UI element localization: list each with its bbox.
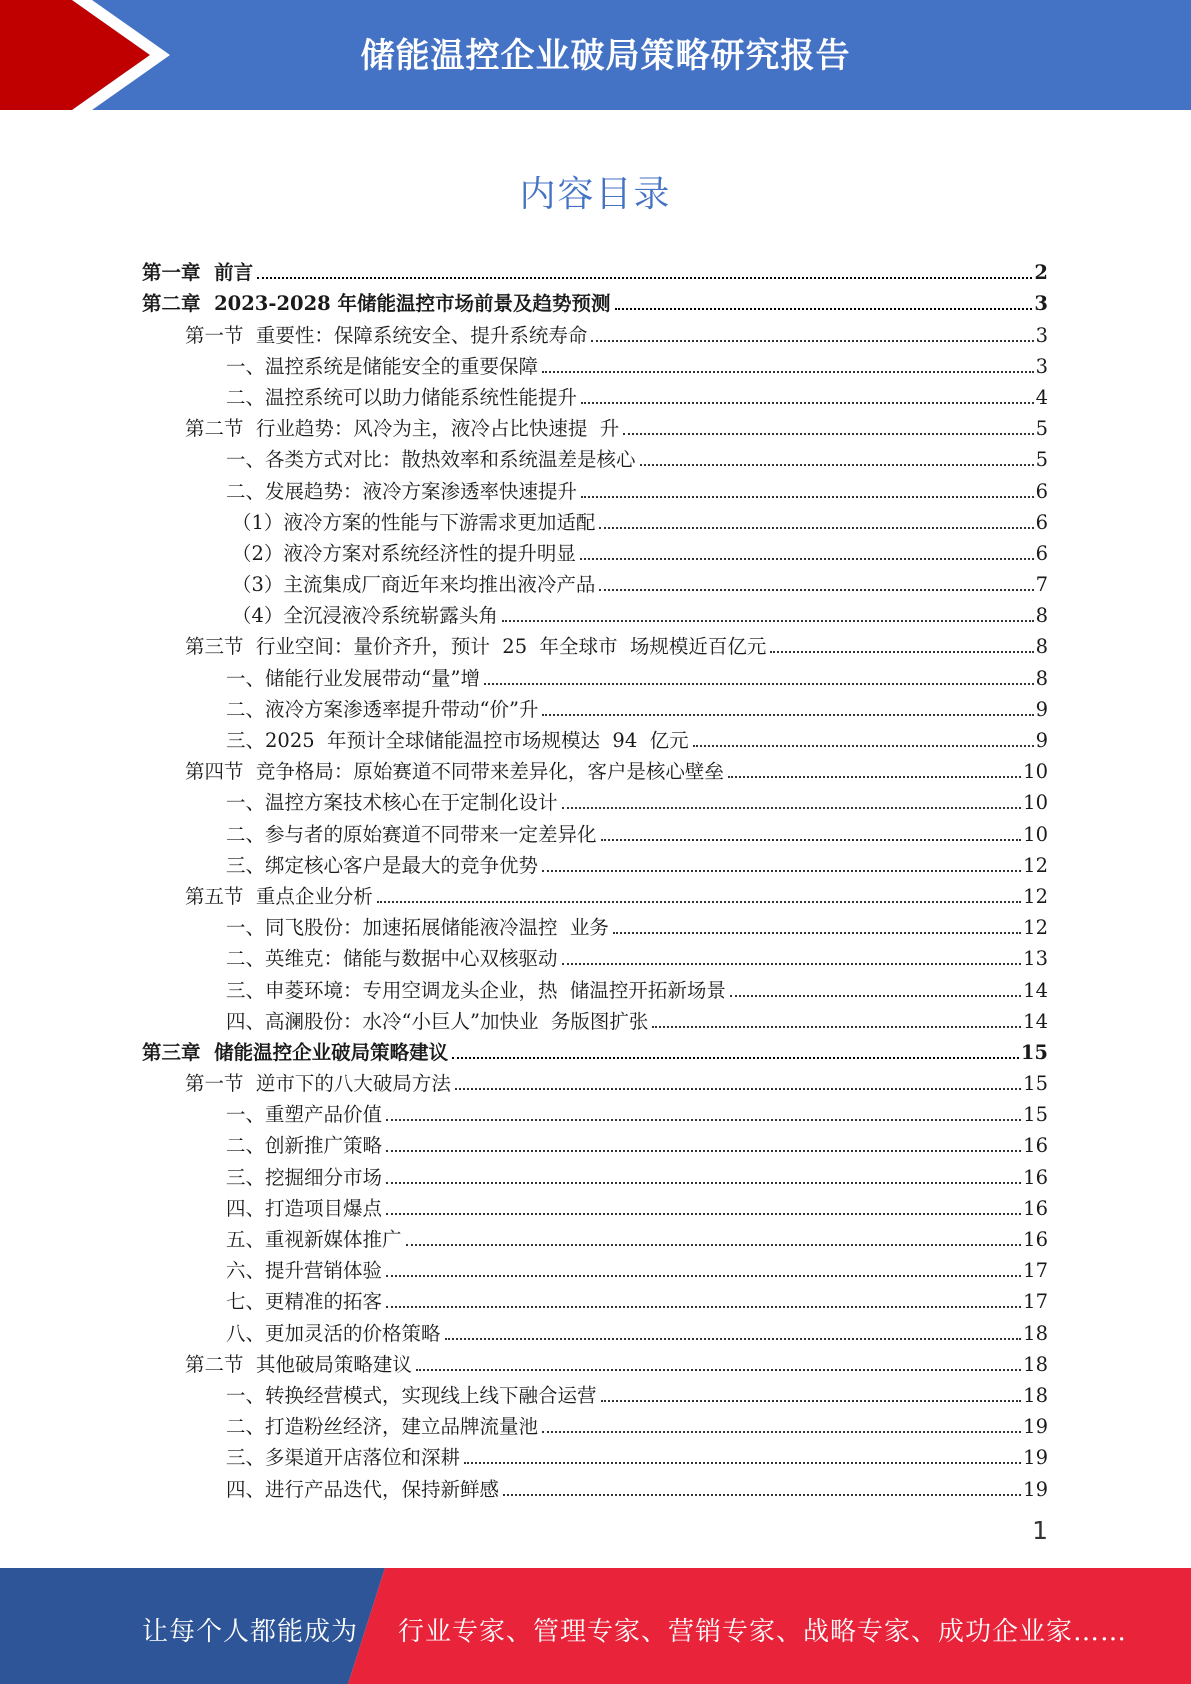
toc-entry-title: 第一节 逆市下的八大破局方法 — [185, 1072, 451, 1096]
toc-entry-page: 14 — [1023, 978, 1048, 1002]
toc-entry-page: 8 — [1035, 604, 1048, 628]
toc-entry-page: 19 — [1023, 1477, 1048, 1501]
toc-entry-title: 八、更加灵活的价格策略 — [226, 1321, 441, 1345]
toc-entry-title: 第一节 重要性：保障系统安全、提升系统寿命 — [185, 323, 588, 347]
toc-entry-page: 8 — [1035, 635, 1048, 659]
toc-leader-dots — [581, 402, 1034, 404]
toc-entry-title: （1）液冷方案的性能与下游需求更加适配 — [232, 510, 596, 534]
toc-entry-title: 第一章 前言 — [142, 261, 254, 285]
toc-leader-dots — [728, 776, 1021, 778]
toc-section[interactable] — [142, 878, 1048, 909]
toc-leader-dots — [406, 1244, 1022, 1246]
toc-entry-page: 13 — [1023, 947, 1048, 971]
toc-entry-page: 4 — [1035, 385, 1048, 409]
toc-subsection[interactable] — [142, 1190, 1048, 1221]
toc-entry-page: 15 — [1020, 1040, 1048, 1064]
toc-subsection[interactable] — [142, 722, 1048, 753]
toc-leader-dots — [386, 1182, 1021, 1184]
toc-subsection[interactable] — [142, 1127, 1048, 1158]
toc-entry-page: 16 — [1023, 1134, 1048, 1158]
toc-section[interactable] — [142, 1065, 1048, 1096]
report-title: 储能温控企业破局策略研究报告 — [360, 36, 851, 76]
toc-subsection[interactable] — [142, 971, 1048, 1002]
footer-slogan-right: 行业专家、管理专家、营销专家、战略专家、成功企业家…… — [398, 1617, 1128, 1647]
toc-entry-title: 一、转换经营模式，实现线上线下融合运营 — [226, 1383, 597, 1407]
toc-entry-title: 第二节 其他破局策略建议 — [185, 1352, 412, 1376]
toc-entry-page: 18 — [1023, 1321, 1048, 1345]
toc-entry-page: 16 — [1023, 1196, 1048, 1220]
toc-entry-title: 一、储能行业发展带动“量”增 — [226, 666, 480, 690]
toc-leader-dots — [542, 714, 1033, 716]
toc-entry-title: 二、打造粉丝经济，建立品牌流量池 — [226, 1415, 539, 1439]
toc-leader-dots — [455, 1088, 1021, 1090]
toc-leader-dots — [591, 340, 1033, 342]
toc-entry-title: 三、挖掘细分市场 — [226, 1165, 383, 1189]
toc-subsection[interactable] — [142, 1252, 1048, 1283]
toc-subsection[interactable] — [142, 597, 1048, 628]
toc-entry-title: 一、重塑产品价值 — [226, 1103, 383, 1127]
toc-section[interactable] — [142, 1346, 1048, 1377]
toc-entry-title: 第三节 行业空间：量价齐升，预计 25 年全球市 场规模近百亿元 — [185, 635, 767, 659]
toc-subsection[interactable] — [142, 1377, 1048, 1408]
report-footer — [0, 1568, 1191, 1684]
toc-leader-dots — [416, 1369, 1021, 1371]
toc-entry-title: 五、重视新媒体推广 — [226, 1228, 402, 1251]
toc-entry-title: 三、绑定核心客户是最大的竞争优势 — [226, 853, 539, 877]
toc-subsection[interactable] — [142, 441, 1048, 472]
toc-entry-page: 15 — [1023, 1072, 1048, 1096]
toc-section[interactable] — [142, 410, 1048, 441]
toc-leader-dots — [377, 901, 1021, 903]
toc-entry-page: 6 — [1035, 510, 1048, 534]
toc-chapter[interactable] — [142, 1034, 1048, 1065]
toc-leader-dots — [601, 1400, 1022, 1402]
toc-entry-title: 第四节 竞争格局：原始赛道不同带来差异化，客户是核心壁垒 — [185, 760, 724, 784]
toc-subsection[interactable] — [142, 1283, 1048, 1314]
toc-entry-page: 6 — [1035, 479, 1048, 503]
toc-entry-page: 3 — [1035, 354, 1048, 378]
toc-leader-dots — [599, 589, 1033, 591]
toc-leader-dots — [562, 963, 1022, 965]
toc-section[interactable] — [142, 316, 1048, 347]
toc-leader-dots — [542, 371, 1034, 373]
toc-entry-title: 第二章 2023-2028 年储能温控市场前景及趋势预测 — [142, 292, 611, 316]
toc-leader-dots — [730, 995, 1021, 997]
toc-entry-page: 7 — [1035, 573, 1048, 597]
toc-entry-page: 19 — [1023, 1446, 1048, 1470]
toc-subsection[interactable] — [142, 815, 1048, 846]
toc-entry-title: 二、创新推广策略 — [226, 1134, 383, 1158]
toc-entry-page: 3 — [1035, 323, 1048, 347]
toc-leader-dots — [613, 932, 1021, 934]
toc-subsection[interactable] — [142, 940, 1048, 971]
toc-entry-title: 四、打造项目爆点 — [226, 1196, 383, 1220]
toc-entry-title: 三、2025 年预计全球储能温控市场规模达 94 亿元 — [226, 729, 689, 752]
toc-subsection[interactable] — [142, 1096, 1048, 1127]
toc-entry-page: 10 — [1023, 822, 1048, 846]
toc-entry-title: 一、同飞股份：加速拓展储能液冷温控 业务 — [226, 916, 609, 940]
toc-leader-dots — [386, 1306, 1021, 1308]
toc-leader-dots — [652, 1026, 1021, 1028]
report-header — [0, 0, 1191, 110]
toc-entry-title: 二、参与者的原始赛道不同带来一定差异化 — [226, 822, 597, 846]
toc-subsection[interactable] — [142, 1470, 1048, 1501]
toc-entry-title: 二、液冷方案渗透率提升带动“价”升 — [226, 697, 539, 721]
toc-leader-dots — [542, 870, 1021, 872]
toc-entry-title: 一、温控方案技术核心在于定制化设计 — [226, 791, 558, 815]
toc-entry-page: 12 — [1023, 853, 1048, 877]
toc-leader-dots — [770, 651, 1033, 653]
page-number: 1 — [1032, 1516, 1048, 1545]
toc-entry-title: 四、进行产品迭代，保持新鲜感 — [226, 1477, 500, 1501]
toc-entry-page: 10 — [1023, 760, 1048, 784]
toc-entry-page: 16 — [1023, 1228, 1048, 1251]
toc-leader-dots — [386, 1275, 1021, 1277]
toc-leader-dots — [445, 1338, 1022, 1340]
toc-subsection[interactable] — [142, 909, 1048, 940]
toc-section[interactable] — [142, 753, 1048, 784]
toc-subsection[interactable] — [142, 1314, 1048, 1345]
toc-entry-title: （2）液冷方案对系统经济性的提升明显 — [232, 541, 576, 565]
toc-leader-dots — [640, 464, 1034, 466]
toc-entry-page: 18 — [1023, 1352, 1048, 1376]
toc-entry-page: 12 — [1023, 884, 1048, 908]
toc-entry-page: 8 — [1035, 666, 1048, 690]
toc-entry-page: 3 — [1034, 292, 1048, 316]
toc-entry-title: （3）主流集成厂商近年来均推出液冷产品 — [232, 573, 596, 597]
toc-entry-page: 16 — [1023, 1165, 1048, 1189]
toc-leader-dots — [581, 496, 1034, 498]
toc-entry-title: 一、各类方式对比：散热效率和系统温差是核心 — [226, 448, 636, 472]
toc-leader-dots — [452, 1057, 1019, 1059]
toc-subsection[interactable] — [142, 1439, 1048, 1470]
toc-leader-dots — [693, 745, 1034, 747]
toc-entry-title: 第二节 行业趋势：风冷为主，液冷占比快速提 升 — [185, 417, 620, 441]
toc-leader-dots — [464, 1462, 1021, 1464]
toc-subsection[interactable] — [142, 566, 1048, 597]
toc-entry-page: 18 — [1023, 1383, 1048, 1407]
toc-leader-dots — [257, 277, 1032, 279]
toc-entry-page: 19 — [1023, 1415, 1048, 1439]
toc-entry-title: 四、高澜股份：水冷“小巨人”加快业 务版图扩张 — [226, 1009, 649, 1033]
toc-subsection[interactable] — [142, 535, 1048, 566]
toc-entry-title: 二、温控系统可以助力储能系统性能提升 — [226, 385, 578, 409]
toc-entry-page: 15 — [1023, 1103, 1048, 1127]
toc-leader-dots — [562, 807, 1022, 809]
toc-subsection[interactable] — [142, 379, 1048, 410]
toc-subsection[interactable] — [142, 659, 1048, 690]
toc-leader-dots — [502, 620, 1034, 622]
toc-entry-page: 6 — [1035, 541, 1048, 565]
toc-chapter[interactable] — [142, 285, 1048, 316]
toc-leader-dots — [615, 308, 1033, 310]
footer-slogan-left: 让每个人都能成为 — [142, 1617, 359, 1647]
toc-entry-title: 七、更精准的拓客 — [226, 1290, 383, 1314]
toc-entry-title: 二、发展趋势：液冷方案渗透率快速提升 — [226, 479, 578, 503]
toc-heading: 内容目录 — [519, 174, 672, 215]
toc-subsection[interactable] — [142, 1158, 1048, 1189]
toc-subsection[interactable] — [142, 348, 1048, 379]
toc-entry-title: （4）全沉浸液冷系统崭露头角 — [232, 604, 498, 628]
toc-entry-page: 9 — [1035, 729, 1048, 752]
toc-subsection[interactable] — [142, 1408, 1048, 1439]
toc-leader-dots — [599, 527, 1033, 529]
toc-entry-page: 2 — [1034, 261, 1048, 285]
toc-leader-dots — [623, 433, 1033, 435]
toc-subsection[interactable] — [142, 1003, 1048, 1034]
toc-entry-page: 12 — [1023, 916, 1048, 940]
toc-entry-title: 一、温控系统是储能安全的重要保障 — [226, 354, 539, 378]
toc-entry-title: 第三章 储能温控企业破局策略建议 — [142, 1040, 449, 1064]
toc-subsection[interactable] — [142, 691, 1048, 722]
toc-entry-page: 5 — [1035, 448, 1048, 472]
toc-entry-title: 三、多渠道开店落位和深耕 — [226, 1446, 461, 1470]
toc-entry-page: 10 — [1023, 791, 1048, 815]
toc-leader-dots — [484, 683, 1034, 685]
toc-entry-page: 9 — [1035, 697, 1048, 721]
toc-leader-dots — [580, 558, 1034, 560]
toc-entry-title: 第五节 重点企业分析 — [185, 884, 373, 908]
toc-entry-title: 六、提升营销体验 — [226, 1259, 383, 1283]
toc-leader-dots — [386, 1119, 1021, 1121]
toc-subsection[interactable] — [142, 504, 1048, 535]
toc-entry-page: 14 — [1023, 1009, 1048, 1033]
toc-subsection[interactable] — [142, 1221, 1048, 1252]
toc-chapter[interactable] — [142, 254, 1048, 285]
toc-entry-page: 5 — [1035, 417, 1048, 441]
toc-leader-dots — [503, 1494, 1021, 1496]
toc-leader-dots — [542, 1431, 1021, 1433]
toc-subsection[interactable] — [142, 472, 1048, 503]
toc-section[interactable] — [142, 628, 1048, 659]
table-of-contents — [142, 254, 1048, 1502]
toc-leader-dots — [386, 1213, 1021, 1215]
toc-entry-page: 17 — [1023, 1290, 1048, 1314]
toc-leader-dots — [601, 839, 1022, 841]
toc-entry-title: 二、英维克：储能与数据中心双核驱动 — [226, 947, 558, 971]
toc-entry-title: 三、申菱环境：专用空调龙头企业，热 储温控开拓新场景 — [226, 978, 726, 1002]
toc-subsection[interactable] — [142, 784, 1048, 815]
toc-entry-page: 17 — [1023, 1259, 1048, 1283]
toc-subsection[interactable] — [142, 847, 1048, 878]
toc-leader-dots — [386, 1150, 1021, 1152]
